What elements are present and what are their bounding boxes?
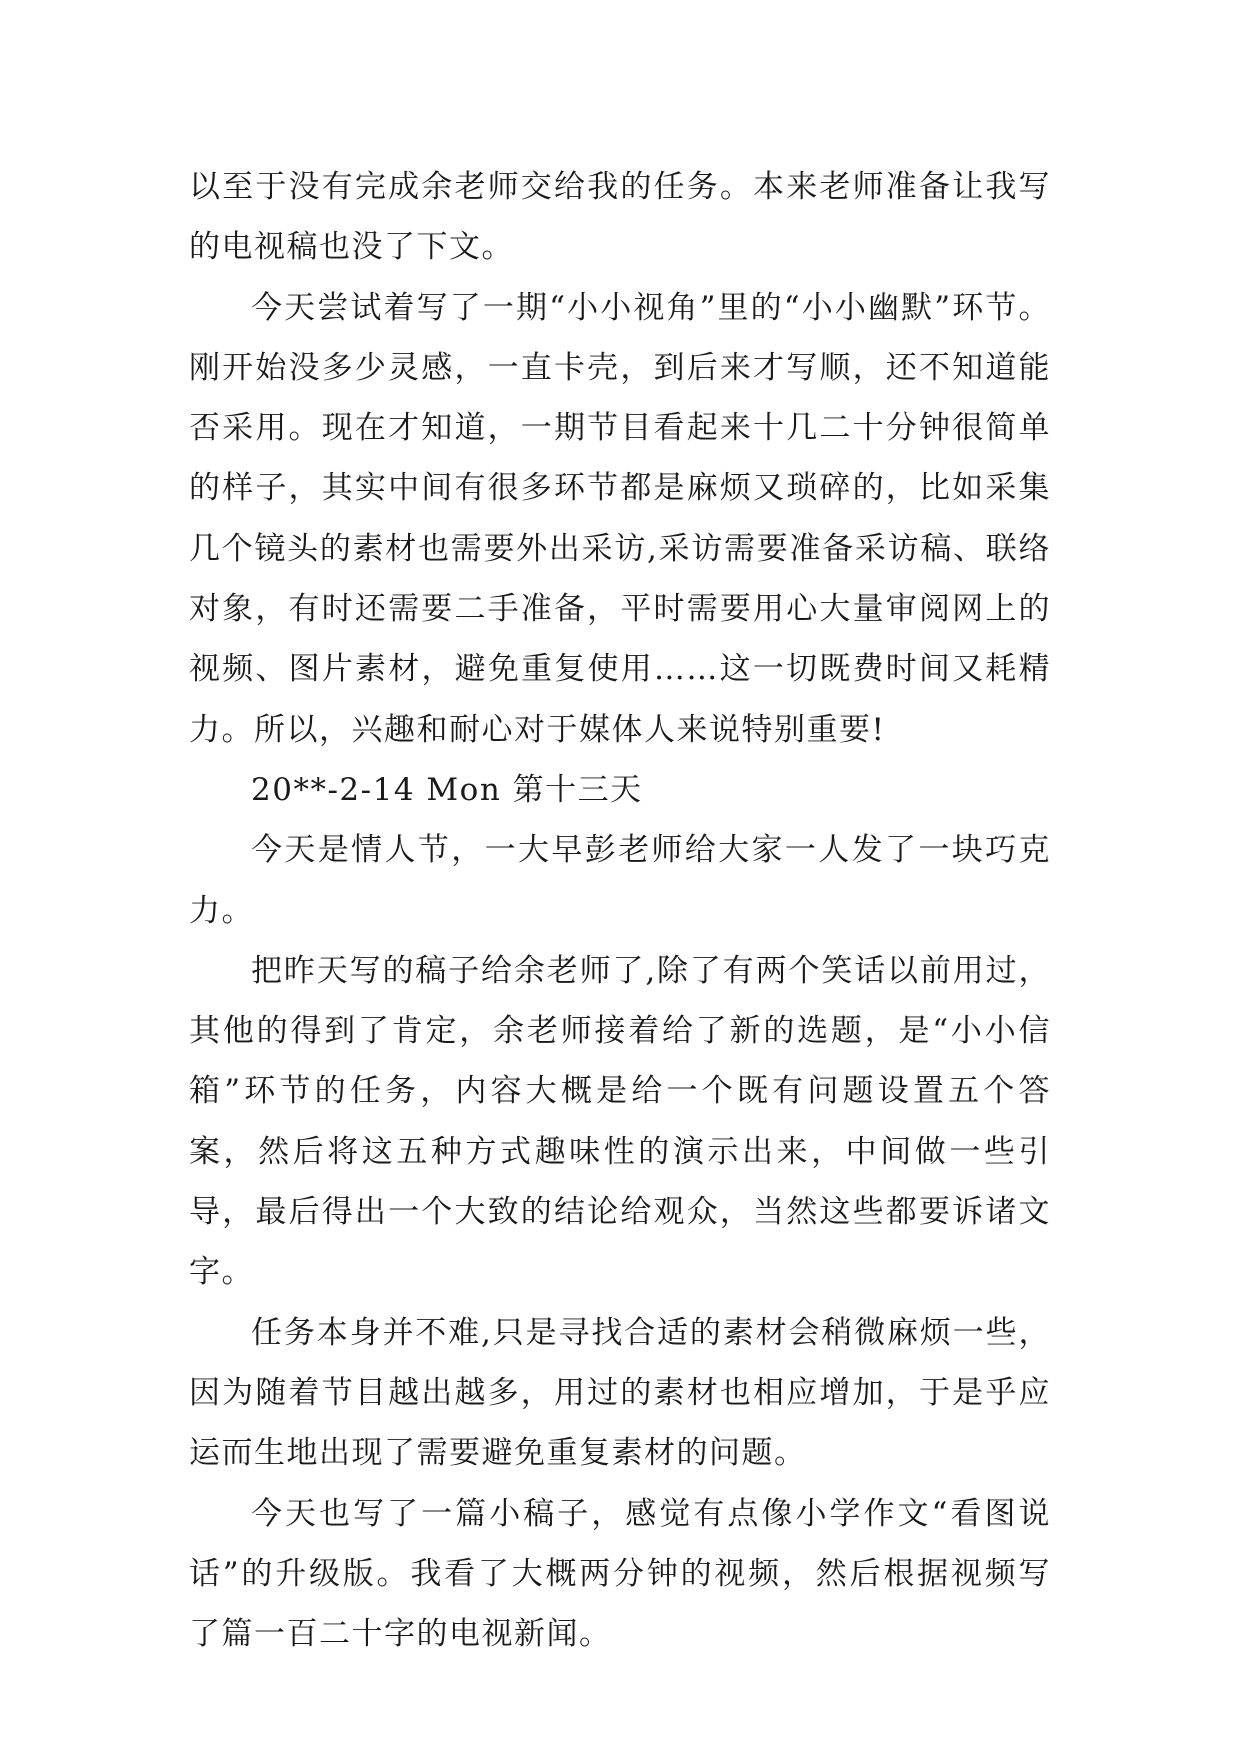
paragraph-valentines: 今天是情人节，一大早彭老师给大家一人发了一块巧克力。 (189, 832, 1051, 929)
diary-date-heading: 20**-2-14 Mon 第十三天 (251, 771, 643, 808)
paragraph-materials: 任务本身并不难,只是寻找合适的素材会稍微麻烦一些，因为随着节目越出越多，用过的素材也相应增加，于是乎应运而生地出现了需要避免重复素材的问题。 (189, 1314, 1051, 1472)
paragraph-new-topic: 把昨天写的稿子给余老师了,除了有两个笑话以前用过，其他的得到了肯定，余老师接着给了新的选题，是“小小信箱”环节的任务，内容大概是给一个既有问题设置五个答案，然后将这五种方式趣味性的演示出来，中间做一些引导，最后得出一个大致的结论给观众，当然这些都要诉诸文字。 (189, 952, 1051, 1291)
paragraph-tv-news: 今天也写了一篇小稿子，感觉有点像小学作文“看图说话”的升级版。我看了大概两分钟的视频，然后根据视频写了篇一百二十字的电视新闻。 (189, 1495, 1051, 1653)
paragraph-humor-segment: 今天尝试着写了一期“小小视角”里的“小小幽默”环节。刚开始没多少灵感，一直卡壳，到后来才写顺，还不知道能否采用。现在才知道，一期节目看起来十几二十分钟很简单的样子，其实中间有很多环节都是麻烦又琐碎的，比如采集几个镜头的素材也需要外出采访,采访需要准备采访稿、联络对象，有时还需要二手准备，平时需要用心大量审阅网上的视频、图片素材，避免重复使用……这一切既费时间又耗精力。所以，兴趣和耐心对于媒体人来说特别重要! (189, 289, 1051, 748)
paragraph-continuation: 以至于没有完成余老师交给我的任务。本来老师准备让我写的电视稿也没了下文。 (189, 169, 1051, 266)
document-body (189, 157, 1051, 1664)
